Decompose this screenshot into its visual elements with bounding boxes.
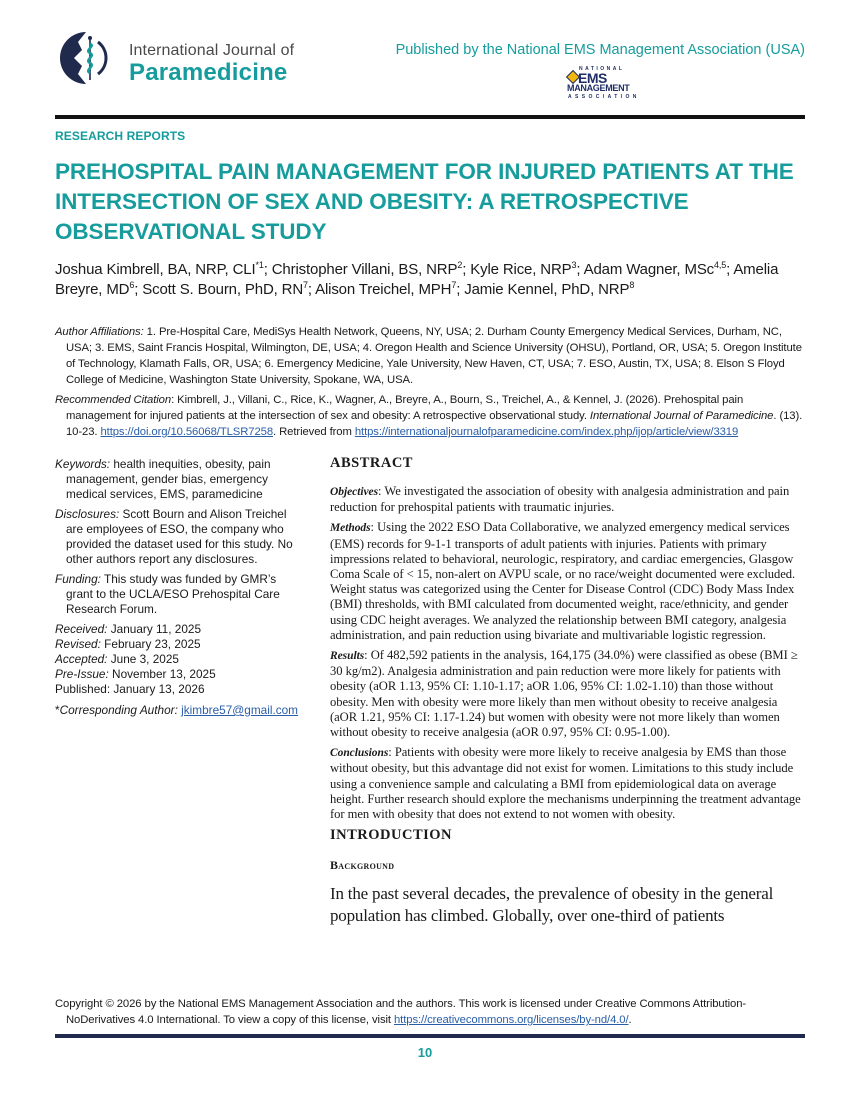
author-name: Joshua Kimbrell, BA, NRP, CLI xyxy=(55,261,256,278)
abstract-section-label: Objectives xyxy=(330,486,379,498)
disclosures xyxy=(55,507,298,567)
date-label: Published: xyxy=(55,682,111,696)
abstract-section-label: Results xyxy=(330,650,365,663)
funding-label: Funding: xyxy=(55,572,101,586)
sidebar-metadata xyxy=(55,457,298,723)
author-name: Adam Wagner, MSc xyxy=(583,261,715,278)
disclosures-label: Disclosures: xyxy=(55,507,120,521)
author xyxy=(55,261,264,278)
date-value: January 13, 2026 xyxy=(110,682,205,696)
author xyxy=(315,281,456,298)
author xyxy=(272,261,462,278)
nema-logo-ems: EMS xyxy=(578,70,607,86)
abstract-sections xyxy=(330,484,806,822)
citation-retrieved: . Retrieved from xyxy=(273,426,355,438)
article-dates xyxy=(55,622,298,697)
date-row xyxy=(55,667,298,682)
abstract-section-conclusions xyxy=(330,745,806,822)
article-title: PREHOSPITAL PAIN MANAGEMENT FOR INJURED PATIENTS AT THE INTERSECTION OF SEX AND OBESITY: A RETROSPECTIVE OBSERVATIONAL STUDY xyxy=(55,159,794,244)
page-number: 10 xyxy=(417,1045,433,1060)
copyright-end: . xyxy=(628,1014,632,1026)
affiliations-text: 1. Pre-Hospital Care, MediSys Health Network, Queens, NY, USA; 2. Durham County Emergency Medical Services, Durham, NC, USA; 3. EMS, Saint Francis Hospital, Wilmington, DE, USA; 4. Oregon Health and Science University (OHSU), Portland, OR, USA; 5. Oregon Institute of Technology, Klamath Falls, OR, USA; 6. Emergency Medicine, Yale University, New Haven, CT, USA; 7. ESO, Austin, TX, USA; 8. Elson S Floyd College of Medicine, Washington State University, Spokane, WA, USA. xyxy=(66,326,802,386)
section-label: RESEARCH REPORTS xyxy=(55,129,186,143)
author-affiliation-marker: 8 xyxy=(629,280,635,290)
author-name: Alison Treichel, MPH xyxy=(315,281,452,298)
nema-logo-top: NATIONAL xyxy=(579,66,625,72)
citation-text: : Kimbrell, J., Villani, C., Rice, K., Wagner, A., Breyre, A., Bourn, S., Treichel, A., & Kennel, J. (2026). Prehospital pain management for injured patients at the intersection of sex and obesity: A retrospective observational study. xyxy=(66,394,744,422)
date-value: January 11, 2025 xyxy=(107,622,202,636)
abstract-section-methods xyxy=(330,520,806,643)
citation-volume: . (13). 10-23. xyxy=(66,410,803,438)
date-label: Accepted: xyxy=(55,652,108,666)
author xyxy=(142,281,308,298)
date-value: June 3, 2025 xyxy=(107,652,179,666)
author xyxy=(470,261,576,278)
date-label: Revised: xyxy=(55,637,101,651)
corresponding-label: Corresponding Author: xyxy=(59,703,178,717)
journal-name-line1: International Journal of xyxy=(129,42,295,59)
author-name: Kyle Rice, NRP xyxy=(470,261,572,278)
date-row xyxy=(55,652,298,667)
citation-journal: International Journal of Paramedicine xyxy=(589,410,774,422)
background-subheading: Background xyxy=(330,858,395,873)
copyright-notice xyxy=(55,996,815,1028)
header-divider xyxy=(55,115,805,119)
nema-logo-bottom: ASSOCIATION xyxy=(568,94,640,100)
author-affiliation-marker: *1 xyxy=(255,260,264,270)
date-value: November 13, 2025 xyxy=(108,667,216,681)
corresponding-email-link[interactable]: jkimbre57@gmail.com xyxy=(181,703,299,717)
footer-divider xyxy=(55,1034,805,1038)
abstract-column xyxy=(330,455,806,927)
author-name: Amelia Breyre, MD xyxy=(55,261,779,298)
abstract-section-results xyxy=(330,648,806,740)
author-affiliation-marker: 7 xyxy=(303,280,308,290)
author-name: Scott S. Bourn, PhD, RN xyxy=(142,281,304,298)
date-label: Received: xyxy=(55,622,108,636)
date-row xyxy=(55,682,298,697)
affiliations-label: Author Affiliations: xyxy=(55,326,144,338)
asterisk: * xyxy=(55,703,60,717)
article-url-link[interactable]: https://internationaljournalofparamedicine.com/index.php/ijop/article/view/3319 xyxy=(354,426,739,438)
abstract-section-label: Conclusions xyxy=(330,747,389,760)
keywords-text: health inequities, obesity, pain management, gender bias, emergency medical services, EMS, paramedicine xyxy=(66,457,271,501)
publisher-line: Published by the National EMS Management Association (USA) xyxy=(395,42,805,58)
author-affiliation-marker: 3 xyxy=(571,260,577,270)
author-name: Jamie Kennel, PhD, NRP xyxy=(464,281,630,298)
author xyxy=(464,281,634,298)
date-value: February 23, 2025 xyxy=(100,637,201,651)
abstract-section-label: Methods xyxy=(330,522,371,535)
funding xyxy=(55,572,298,617)
date-row xyxy=(55,622,298,637)
author-affiliation-marker: 2 xyxy=(457,260,463,270)
date-label: Pre-Issue: xyxy=(55,667,109,681)
journal-name-line2: Paramedicine xyxy=(129,59,288,86)
abstract-section-objectives xyxy=(330,484,806,515)
abstract-heading: ABSTRACT xyxy=(330,455,413,471)
keywords xyxy=(55,457,298,502)
introduction-heading: INTRODUCTION xyxy=(330,827,453,844)
citation-label: Recommended Citation xyxy=(55,394,172,406)
abstract-section-text: : Using the 2022 ESO Data Collaborative, we analyzed emergency medical services (EMS) records for 9-1-1 transports of adult patients with injuries. Patients with primary impressions related to behavioral, neurologic, respiratory, and cardiac emergencies, Glasgow Coma Scale of < 15, non-alert on AVPU scale, or no race/weight documented were excluded. Weight status was categorized using the Center for Disease Control (CDC) Body Mass Index (BMI) thresholds, with BMI calculated from documented weight, race/ethnicity, and gender using CDC height averages. We analyzed the relationship between BMI category, analgesia administration, and pain reduction using bivariate and multivariable logistic regression. xyxy=(330,520,796,642)
abstract-section-text: : We investigated the association of obesity with analgesia administration and pain reduction for prehospital patients with traumatic injuries. xyxy=(330,484,790,515)
corresponding-author xyxy=(55,703,298,718)
introduction-body: In the past several decades, the prevalence of obesity in the general population has climbed. Globally, over one-third of patients xyxy=(330,884,774,926)
author-affiliations xyxy=(55,324,807,388)
keywords-label: Keywords: xyxy=(55,457,111,471)
license-link[interactable]: https://creativecommons.org/licenses/by-nd/4.0/ xyxy=(394,1014,629,1026)
nema-logo xyxy=(563,67,647,101)
author-affiliation-marker: 7 xyxy=(451,280,457,290)
disclosures-text: Scott Bourn and Alison Treichel are employees of ESO, the company who provided the dataset used for this study. No other authors report any disclosures. xyxy=(66,507,293,566)
author xyxy=(584,261,727,278)
nema-logo-management: MANAGEMENT xyxy=(567,83,630,93)
funding-text: This study was funded by GMR’s grant to the UCLA/ESO Prehospital Care Research Forum. xyxy=(66,572,280,616)
date-row xyxy=(55,637,298,652)
author-name: Christopher Villani, BS, NRP xyxy=(271,261,458,278)
abstract-section-text: : Of 482,592 patients in the analysis, 164,175 (34.0%) were classified as obese (BMI ≥ 30 kg/m2). Analgesia administration and pain reduction were more likely for patients with obesity (aOR 1.13, 95% CI: 1.10-1.17; aOR 1.06, 95% CI: 1.02-1.10) than those without obesity. Men with obesity were more likely than men without obesity to receive analgesia (aOR 1.21, 95% CI: 1.17-1.24) but women with obesity were not more likely than women without obesity to receive analgesia (aOR 0.97, 95% CI: 0.95-1.00). xyxy=(330,648,798,740)
page-header xyxy=(0,0,850,115)
recommended-citation xyxy=(55,392,807,440)
author-affiliation-marker: 4,5 xyxy=(714,260,727,270)
doi-link[interactable]: https://doi.org/10.56068/TLSR7258 xyxy=(100,426,274,438)
copyright-text: Copyright © 2026 by the National EMS Management Association and the authors. This work is licensed under Creative Commons Attribution-NoDerivatives 4.0 International. To view a copy of this license, visit xyxy=(55,998,747,1026)
journal-name xyxy=(129,42,294,86)
journal-logo-icon xyxy=(56,28,116,88)
abstract-section-text: : Patients with obesity were more likely to receive analgesia by EMS than those without obesity, but this advantage did not exist for women. Limitations to this study include using a convenience sample and calculating a BMI from epidemiological data on average height. Further research should explore the mechanisms underpinning the treatment advantage for men with obesity that does not extend to not women with obesity. xyxy=(330,745,801,822)
author-affiliation-marker: 6 xyxy=(129,280,135,290)
author-list: Joshua Kimbrell, BA, NRP, CLI$^{*1}$; Christopher Villani, BS, NRP$^2$; Kyle Rice, NRP$^3$; Adam Wagner, MSc$^{4,5}$; Amelia Breyre, $MD^6$; Scott S. Bourn, PhD, $RN^7$; Alison Treichel, MPH$^7$; Jamie Kennel, PhD, NRP$^8$ xyxy=(55,260,779,298)
